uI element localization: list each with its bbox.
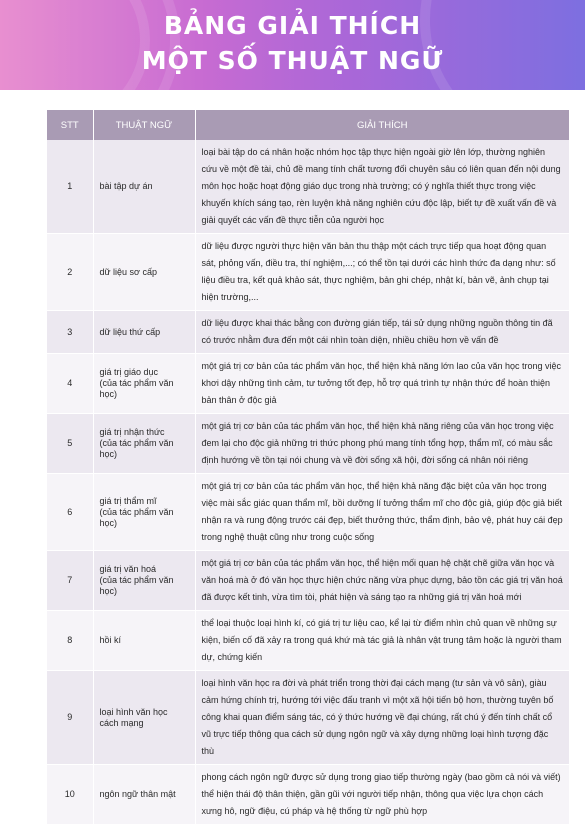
definition-cell: thể loại thuộc loại hình kí, có giá trị tư liệu cao, kể lại từ điểm nhìn chủ quan về những sự kiện, biến cố đã xảy ra trong quá khứ mà tác giả là nhân vật trung tâm hoặc là người tham dự, chứng kiến	[195, 611, 569, 671]
term-note: (của tác phẩm văn học)	[99, 438, 174, 459]
row-number: 3	[47, 311, 93, 354]
row-number: 1	[47, 140, 93, 234]
term-note: (của tác phẩm văn học)	[99, 378, 174, 399]
term-cell	[93, 311, 195, 354]
term-text: giá trị văn hoá	[99, 564, 157, 574]
definition-cell: một giá trị cơ bản của tác phẩm văn học, thể hiện khả năng đặc biệt của văn học trong việc mài sắc giác quan thẩm mĩ, bồi dưỡng lí tưởng thẩm mĩ cho độc giả, giúp độc giả biết nhận ra và rung động trước cái đẹp, biết thưởng thức, thẩm định, bảo vệ, phát huy cái đẹp trong nghệ thuật cũng như trong cuộc sống	[195, 474, 569, 551]
table-row	[47, 414, 569, 474]
table-row	[47, 765, 569, 825]
term-text: giá trị nhận thức	[99, 427, 165, 437]
definition-cell: loại hình văn học ra đời và phát triển trong thời đại cách mạng (tư sản và vô sản), giàu cảm hứng chính trị, hướng tới việc đấu tranh vì một xã hội tiến bộ hơn, thường tuyên bố công khai quan điểm sáng tác, có ý thức hướng về đại chúng, rất chú ý đến tính chất cổ vũ trực tiếp thông qua cách sử dụng ngôn ngữ và xây dựng những loại hình tượng đặc thù	[195, 671, 569, 765]
definition-cell: một giá trị cơ bản của tác phẩm văn học, thể hiện khả năng riêng của văn học trong việc đem lại cho độc giả những tri thức phong phú mang tính tổng hợp, thẩm mĩ, có màu sắc định hướng về tồn tại nói chung và về đời sống xã hội, đời sống cá nhân nói riêng	[195, 414, 569, 474]
table-row	[47, 311, 569, 354]
row-number: 8	[47, 611, 93, 671]
table-row	[47, 671, 569, 765]
table-header-row	[47, 110, 569, 140]
term-cell	[93, 611, 195, 671]
definition-cell: dữ liệu được người thực hiện văn bản thu thập một cách trực tiếp qua hoạt động quan sát, phỏng vấn, điều tra, thí nghiệm,...; có thể tồn tại dưới các hình thức đa dạng như: số liệu điều tra, kết quả khảo sát, thực nghiệm, bản ghi chép, nhật kí, bản vẽ, ảnh chụp tại hiện trường,...	[195, 234, 569, 311]
table-row	[47, 551, 569, 611]
column-header-term: THUẬT NGỮ	[93, 110, 195, 140]
term-text: hồi kí	[99, 635, 122, 645]
glossary-table	[47, 110, 569, 825]
term-cell	[93, 671, 195, 765]
term-text: bài tập dự án	[99, 181, 153, 191]
column-header-definition: GIẢI THÍCH	[195, 110, 569, 140]
title-line-2: MỘT SỐ THUẬT NGỮ	[141, 46, 444, 75]
table-row	[47, 611, 569, 671]
table-row	[47, 140, 569, 234]
column-header-stt: STT	[47, 110, 93, 140]
row-number: 9	[47, 671, 93, 765]
term-text: giá trị thẩm mĩ	[99, 495, 157, 506]
table-row	[47, 234, 569, 311]
row-number: 4	[47, 354, 93, 414]
table-body	[47, 140, 569, 825]
header-banner	[0, 0, 585, 90]
table-row	[47, 474, 569, 551]
row-number: 6	[47, 474, 93, 551]
definition-cell: một giá trị cơ bản của tác phẩm văn học, thể hiện khả năng lớn lao của văn học trong việc khơi dậy những tình cảm, tư tưởng tốt đẹp, hỗ trợ quá trình tự nhận thức để hoàn thiện bản thân ở độc giả	[195, 354, 569, 414]
term-text: giá trị giáo dục	[99, 367, 159, 377]
term-cell	[93, 234, 195, 311]
term-text: dữ liệu sơ cấp	[99, 266, 157, 277]
term-cell	[93, 140, 195, 234]
title-line-1: BẢNG GIẢI THÍCH	[163, 11, 422, 40]
definition-cell: một giá trị cơ bản của tác phẩm văn học, thể hiện mối quan hệ chặt chẽ giữa văn học và văn hoá mà ở đó văn học thực hiện chức năng vừa phục dựng, bảo tồn các giá trị văn hoá đã được kết tinh, vừa tìm tòi, phát hiện và sáng tạo ra những giá trị văn hoá mới	[195, 551, 569, 611]
term-note: (của tác phẩm văn học)	[99, 506, 174, 528]
term-text: loại hình văn học cách mạng	[99, 706, 168, 728]
term-cell	[93, 354, 195, 414]
row-number: 7	[47, 551, 93, 611]
definition-cell: loại bài tập do cá nhân hoặc nhóm học tập thực hiện ngoài giờ lên lớp, thường nghiên cứu về một đề tài, chủ đề mang tính chất tương đối chuyên sâu có liên quan đến nội dung môn học hoặc hoạt động giáo dục trong nhà trường; có ý nghĩa thiết thực trong việc khuyến khích sáng tạo, rèn luyện khả năng nghiên cứu độc lập, biết tự đề xuất vấn đề và giải quyết các vấn đề thực tiễn của người học	[195, 140, 569, 234]
term-note: (của tác phẩm văn học)	[99, 575, 174, 596]
table-row	[47, 354, 569, 414]
row-number: 2	[47, 234, 93, 311]
term-cell	[93, 474, 195, 551]
definition-cell: phong cách ngôn ngữ được sử dụng trong giao tiếp thường ngày (bao gồm cả nói và viết) thể hiện thái độ thân thiện, gần gũi với người tiếp nhận, thông qua việc lựa chọn cách xưng hô, ngữ điệu, cú pháp và hệ thống từ ngữ phù hợp	[195, 765, 569, 825]
definition-cell: dữ liệu được khai thác bằng con đường gián tiếp, tái sử dụng những nguồn thông tin đã có trước nhằm đưa đến một cái nhìn toàn diện, nhiều chiều hơn về vấn đề	[195, 311, 569, 354]
term-cell	[93, 414, 195, 474]
row-number: 10	[47, 765, 93, 825]
glossary-table-container	[47, 110, 569, 825]
row-number: 5	[47, 414, 93, 474]
term-cell	[93, 551, 195, 611]
page-title	[0, 8, 585, 78]
term-cell	[93, 765, 195, 825]
term-text: dữ liệu thứ cấp	[99, 326, 161, 337]
term-text: ngôn ngữ thân mật	[99, 789, 176, 799]
